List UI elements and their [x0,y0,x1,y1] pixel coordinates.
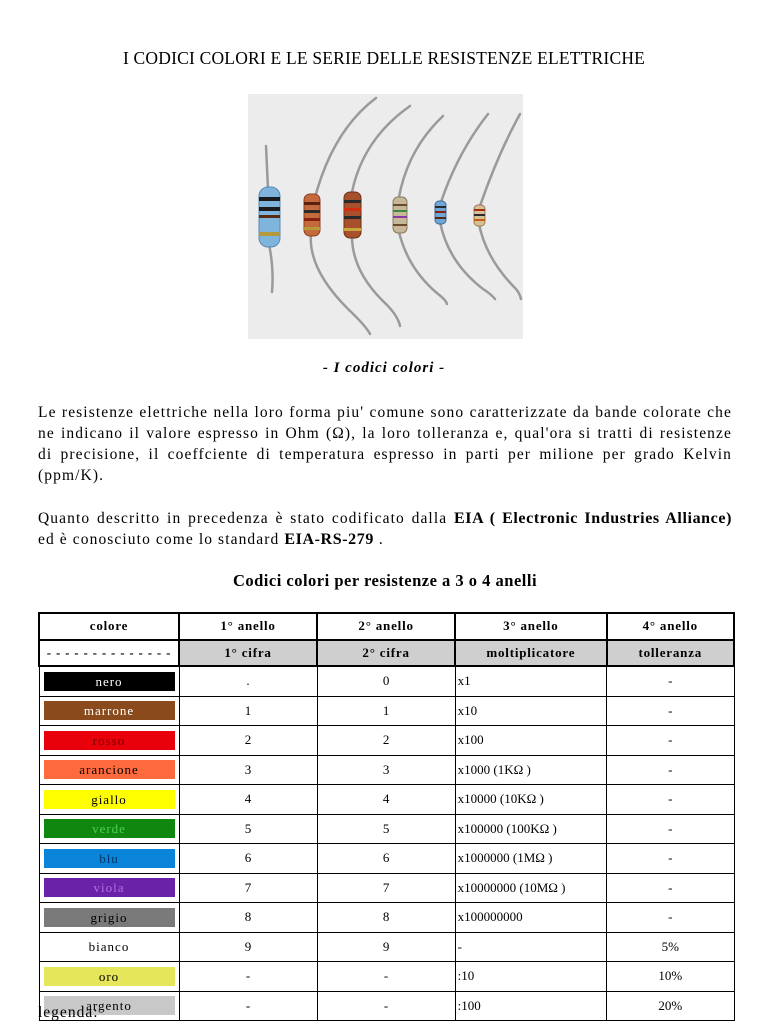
digit1-cell: 4 [179,785,317,815]
color-cell [39,755,179,785]
header-cell: 2° anello [317,613,455,640]
table-row [39,785,734,815]
multiplier-cell: x100 [455,726,606,756]
digit1-cell: 1 [179,696,317,726]
tolerance-cell: - [607,696,734,726]
header-cell: colore [39,613,179,640]
color-cell [39,666,179,696]
standard-text-post: . [373,531,384,548]
digit1-cell: 5 [179,814,317,844]
resistors-photo [248,94,523,339]
digit2-cell: - [317,962,455,992]
color-swatch: verde [44,819,175,838]
multiplier-cell: x1 [455,666,606,696]
table-row [39,932,734,962]
table-row [39,696,734,726]
color-cell [39,932,179,962]
digit2-cell: 9 [317,932,455,962]
digit2-cell: 3 [317,755,455,785]
digit1-cell: 6 [179,844,317,874]
tolerance-cell: - [607,755,734,785]
tolerance-cell: - [607,903,734,933]
standard-paragraph [38,508,732,550]
digit1-cell: 3 [179,755,317,785]
tolerance-cell: 5% [607,932,734,962]
table-row [39,962,734,992]
multiplier-cell: x10000 (10KΩ ) [455,785,606,815]
multiplier-cell: x100000 (100KΩ ) [455,814,606,844]
color-cell [39,814,179,844]
tolerance-cell: - [607,844,734,874]
document-title: I CODICI COLORI E LE SERIE DELLE RESISTENZE ELETTRICHE [122,48,646,68]
multiplier-cell: x10 [455,696,606,726]
standard-text-mid: ed è conosciuto come lo standard [38,531,285,548]
subheader-cell: - - - - - - - - - - - - - - [39,640,179,667]
table-title: Codici colori per resistenze a 3 o 4 anelli [232,571,538,590]
color-cell [39,844,179,874]
table-subheader-row [39,640,734,667]
color-swatch: argento [44,996,175,1015]
color-swatch: grigio [44,908,175,927]
eia-name: EIA ( Electronic Industries Alliance) [454,510,732,527]
color-cell [39,696,179,726]
multiplier-cell: x1000 (1KΩ ) [455,755,606,785]
table-row [39,666,734,696]
digit2-cell: 6 [317,844,455,874]
section-subtitle: - I codici colori - [322,360,446,376]
multiplier-cell: x10000000 (10MΩ ) [455,873,606,903]
digit1-cell: - [179,962,317,992]
header-cell: 4° anello [607,613,734,640]
tolerance-cell: - [607,666,734,696]
standard-code: EIA-RS-279 [284,531,374,548]
multiplier-cell: x100000000 [455,903,606,933]
subheader-cell: moltiplicatore [455,640,606,667]
tolerance-cell: - [607,873,734,903]
tolerance-cell: - [607,726,734,756]
color-swatch: blu [44,849,175,868]
color-code-table [38,612,735,1021]
table-header-row [39,613,734,640]
table-row [39,755,734,785]
standard-text-pre: Quanto descritto in precedenza è stato codificato dalla [38,510,454,527]
tolerance-cell: - [607,785,734,815]
digit1-cell: - [179,991,317,1021]
digit2-cell: 8 [317,903,455,933]
color-swatch: oro [44,967,175,986]
tolerance-cell: - [607,814,734,844]
digit2-cell: 2 [317,726,455,756]
multiplier-cell: :100 [455,991,606,1021]
digit2-cell: 0 [317,666,455,696]
header-cell: 3° anello [455,613,606,640]
table-row [39,726,734,756]
color-swatch: bianco [44,937,175,956]
tolerance-cell: 20% [607,991,734,1021]
color-swatch: rosso [44,731,175,750]
table-row [39,814,734,844]
header-cell: 1° anello [179,613,317,640]
table-row [39,873,734,903]
digit1-cell: 7 [179,873,317,903]
color-cell [39,785,179,815]
color-cell [39,962,179,992]
multiplier-cell: :10 [455,962,606,992]
digit2-cell: - [317,991,455,1021]
table-row [39,991,734,1021]
digit2-cell: 5 [317,814,455,844]
color-swatch: marrone [44,701,175,720]
color-swatch: giallo [44,790,175,809]
color-swatch: arancione [44,760,175,779]
color-cell [39,726,179,756]
legend-label: legenda: [38,1004,99,1021]
multiplier-cell: x1000000 (1MΩ ) [455,844,606,874]
color-swatch: nero [44,672,175,691]
subheader-cell: tolleranza [607,640,734,667]
color-cell [39,873,179,903]
subheader-cell: 2° cifra [317,640,455,667]
color-swatch: viola [44,878,175,897]
digit1-cell: 8 [179,903,317,933]
digit1-cell: . [179,666,317,696]
digit2-cell: 1 [317,696,455,726]
digit2-cell: 4 [317,785,455,815]
table-row [39,844,734,874]
tolerance-cell: 10% [607,962,734,992]
multiplier-cell: - [455,932,606,962]
digit1-cell: 2 [179,726,317,756]
color-cell [39,903,179,933]
subheader-cell: 1° cifra [179,640,317,667]
digit1-cell: 9 [179,932,317,962]
digit2-cell: 7 [317,873,455,903]
intro-paragraph: Le resistenze elettriche nella loro forma piu' comune sono caratterizzate da bande colorate che ne indicano il valore espresso in Ohm (Ω), la loro tolleranza e, qual'ora si tratti di resistenze di precisione, il coeffciente di temperatura espresso in parti per milione per grado Kelvin (ppm/K). [38,404,732,484]
table-row [39,903,734,933]
